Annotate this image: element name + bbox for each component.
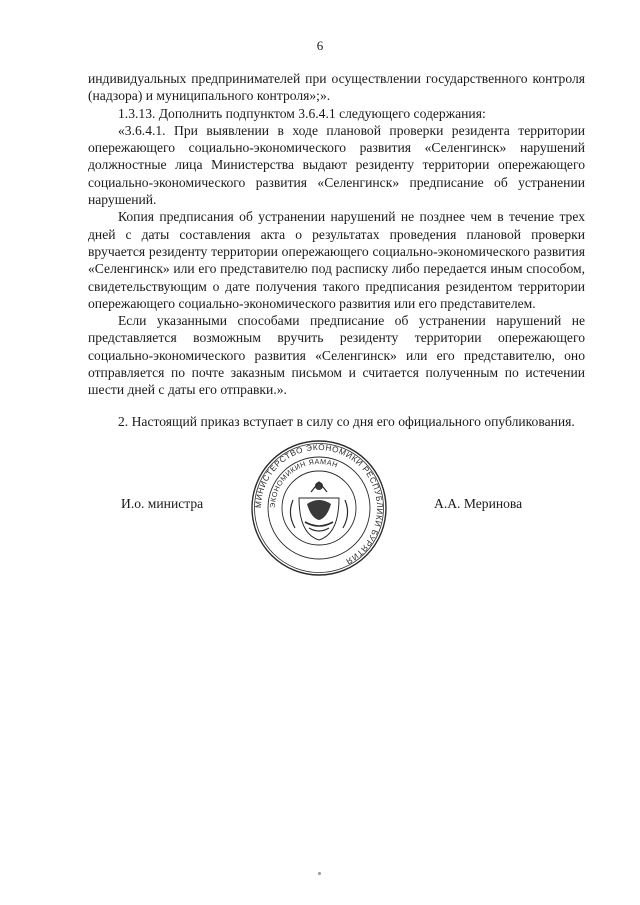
official-seal-stamp	[249, 438, 389, 578]
scan-artifact-dot	[318, 872, 321, 875]
paragraph-item-1-3-13: 1.3.13. Дополнить подпунктом 3.6.4.1 следующего содержания:	[118, 105, 486, 121]
signatory-name: А.А. Меринова	[434, 496, 523, 511]
seal-inner-text: ЭКОНОМИКИН ЯАМАН	[267, 456, 340, 509]
paragraph-postal-delivery: Если указанными способами предписание об устранении нарушений не представляется возможным вручить резиденту территории опережающего социально-экономического развития «Селенгинск» или его представителю, оно отправляется по почте заказным письмом и считается полученным по истечении шести дней с даты его отправки.».	[88, 313, 585, 398]
seal-outer-text: МИНИСТЕРСТВО ЭКОНОМИКИ РЕСПУБЛИКИ БУРЯТИЯ	[253, 442, 385, 567]
signatory-position: И.о. министра	[121, 496, 204, 511]
paragraph-copy-delivery: Копия предписания об устранении нарушений не позднее чем в течение трех дней с даты составления акта о результатах проведения плановой проверки вручается резиденту территории опережающего социально-экономического развития «Селенгинск» или его представителю под расписку либо передается иным способом, свидетельствующим о дате получения такого предписания резидентом территории опережающего социально-экономического развития или его представителем.	[88, 209, 585, 311]
paragraph-continuation: индивидуальных предпринимателей при осуществлении государственного контроля (надзора) и муниципального контроля»;».	[88, 71, 585, 104]
coat-of-arms-emblem	[290, 482, 347, 540]
paragraph-effective-date: 2. Настоящий приказ вступает в силу со дня его официального опубликования.	[118, 413, 575, 429]
page-number: 6	[316, 38, 324, 53]
paragraph-subitem-3-6-4-1: «3.6.4.1. При выявлении в ходе плановой проверки резидента территории опережающего социально-экономического развития «Селенгинск» нарушений должностные лица Министерства выдают резиденту территории опережающего социально-экономического развития «Селенгинск» предписание об устранении нарушений.	[88, 122, 585, 208]
document-body	[88, 70, 585, 430]
